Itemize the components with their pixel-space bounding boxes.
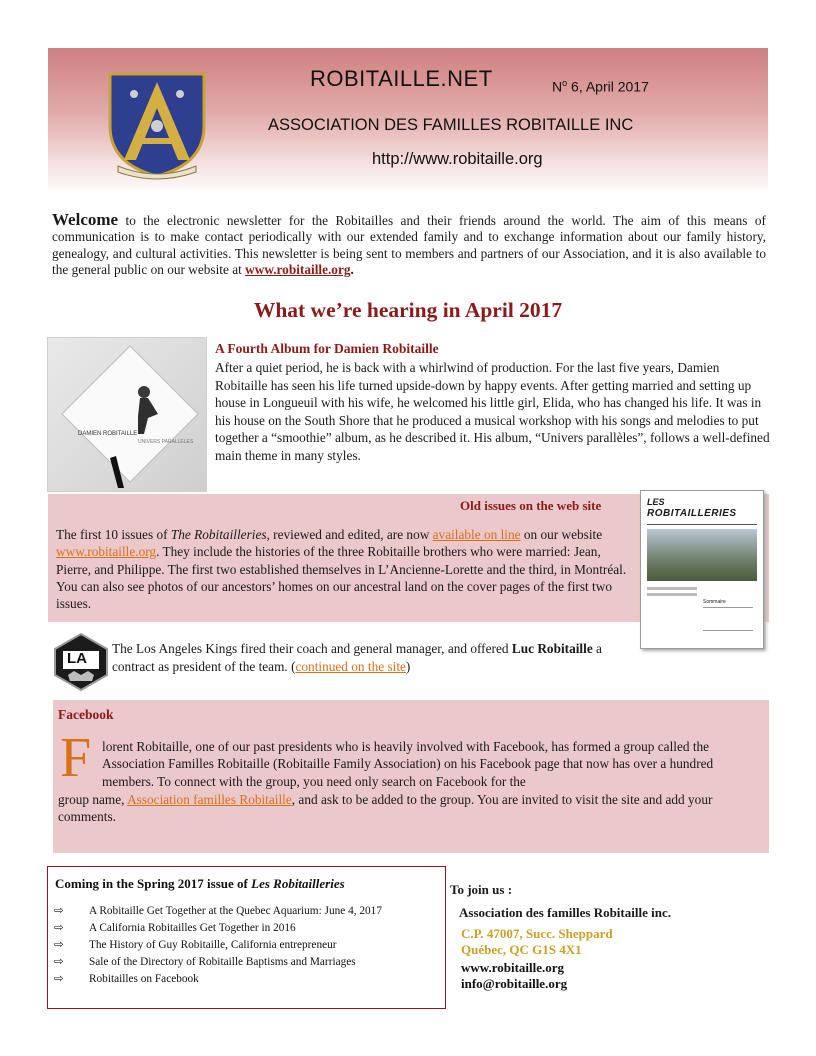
facebook-title: Facebook [58,707,114,722]
old-issues-text: The first 10 issues of The Robitailleries, reviewed and edited, are now available on line on our website www.robitaille.org. They include the histories of the three Robitaille brothers who were married: Jean, Pierre, and Philippe. The first two established themselves in L’Ancienne-Lorette and the third, in Montréal. You can also see photos of our ancestors’ homes on our ancestral land on the cover pages of the first two issues. [56,527,627,612]
list-item: ⇨ A California Robitailles Get Together in 2016 [54,922,296,934]
album-cover-artist: DAMIEN ROBITAILLE [78,431,138,437]
continued-on-site-link[interactable]: continued on the site [295,658,406,674]
thumbnail-title-les: LES [647,497,665,507]
list-item: ⇨ The History of Guy Robitaille, California entrepreneur [54,939,337,951]
thumbnail-sommaire: Sommaire [703,599,726,605]
la-kings-logo-icon [54,633,108,691]
album-article-text: After a quiet period, he is back with a whirlwind of production. For the last five years, Damien Robitaille has seen his life turned upside-down by happy events. After getting married and setting up house in Longueuil with his wife, he welcomed his little girl, Elida, who has changed his life. It was in his house on the South Shore that he produced a musical workshop with his songs and melodies to put together a “smoothie” album, as he described it. His album, “Univers parallèles”, follows a well-defined main theme in many styles. [215,360,770,463]
album-cover-title: UNIVERS PARALLÈLES [138,439,194,445]
thumbnail-title: ROBITAILLERIES [647,508,737,519]
address-line-1: C.P. 47007, Succ. Sheppard [461,926,613,941]
welcome-paragraph: Welcome to the electronic newsletter for the Robitailles and their friends around the world. The aim of this means of communication is to make contact periodically with our extended family and to exchange information about our family history, genealogy, and cultural activities. This newsletter is being sent to members and partners of our Association, and it is also available to the general public on our website at www.robitaille.org. [52,210,766,277]
facebook-text-continued: group name, Association familles Robitaille, and ask to be added to the group. You are invited to visit the site and add your comments. [58,792,713,825]
facebook-group-link[interactable]: Association familles Robitaille [127,792,292,807]
website-link[interactable]: www.robitaille.org [245,261,351,277]
kings-article-text: The Los Angeles Kings fired their coach and general manager, and offered Luc Robitaille a contract as president of the team. (continued on the site) [112,641,602,674]
join-label: To join us : [450,882,513,897]
old-issues-title: Old issues on the web site [460,498,602,513]
newsletter-cover-thumbnail[interactable] [640,490,764,649]
join-website[interactable]: www.robitaille.org [461,960,565,975]
join-association-name: Association des familles Robitaille inc. [459,905,671,920]
family-crest-icon [104,68,210,180]
list-item: ⇨ Sale of the Directory of Robitaille Baptisms and Marriages [54,956,356,968]
welcome-lead: Welcome [52,210,119,229]
issue-number: $N^o$ 6, April 2017 [552,78,649,95]
masthead [48,48,768,194]
address-line-2: Québec, QC G1S 4X1 [461,942,582,957]
facebook-text: lorent Robitaille, one of our past presidents who is heavily involved with Facebook, has formed a group called the Association Familles Robitaille (Robitaille Family Association) on his Facebook page that now has over a hundred members. To connect with the group, you need only search on Facebook for the [102,739,714,789]
available-online-link[interactable]: available on line [432,527,521,542]
association-url[interactable]: http://www.robitaille.org [372,150,543,168]
album-cover-image [48,338,206,491]
album-article-title: A Fourth Album for Damien Robitaille [215,341,439,356]
list-item: ⇨ Robitailles on Facebook [54,973,199,985]
section-title: What we’re hearing in April 2017 [253,298,563,322]
association-name: ASSOCIATION DES FAMILLES ROBITAILLE INC [268,116,634,134]
list-item: ⇨ A Robitaille Get Together at the Quebec Aquarium: June 4, 2017 [54,905,382,917]
la-logo-text: LA [67,650,87,667]
join-email[interactable]: info@robitaille.org [461,976,568,991]
newsletter-title: ROBITAILLE.NET [310,66,493,91]
coming-title: Coming in the Spring 2017 issue of Les Robitailleries [55,876,345,891]
thumbnail-photo [647,529,757,581]
facebook-dropcap: F [60,727,92,789]
website-link-2[interactable]: www.robitaille.org [56,544,157,560]
